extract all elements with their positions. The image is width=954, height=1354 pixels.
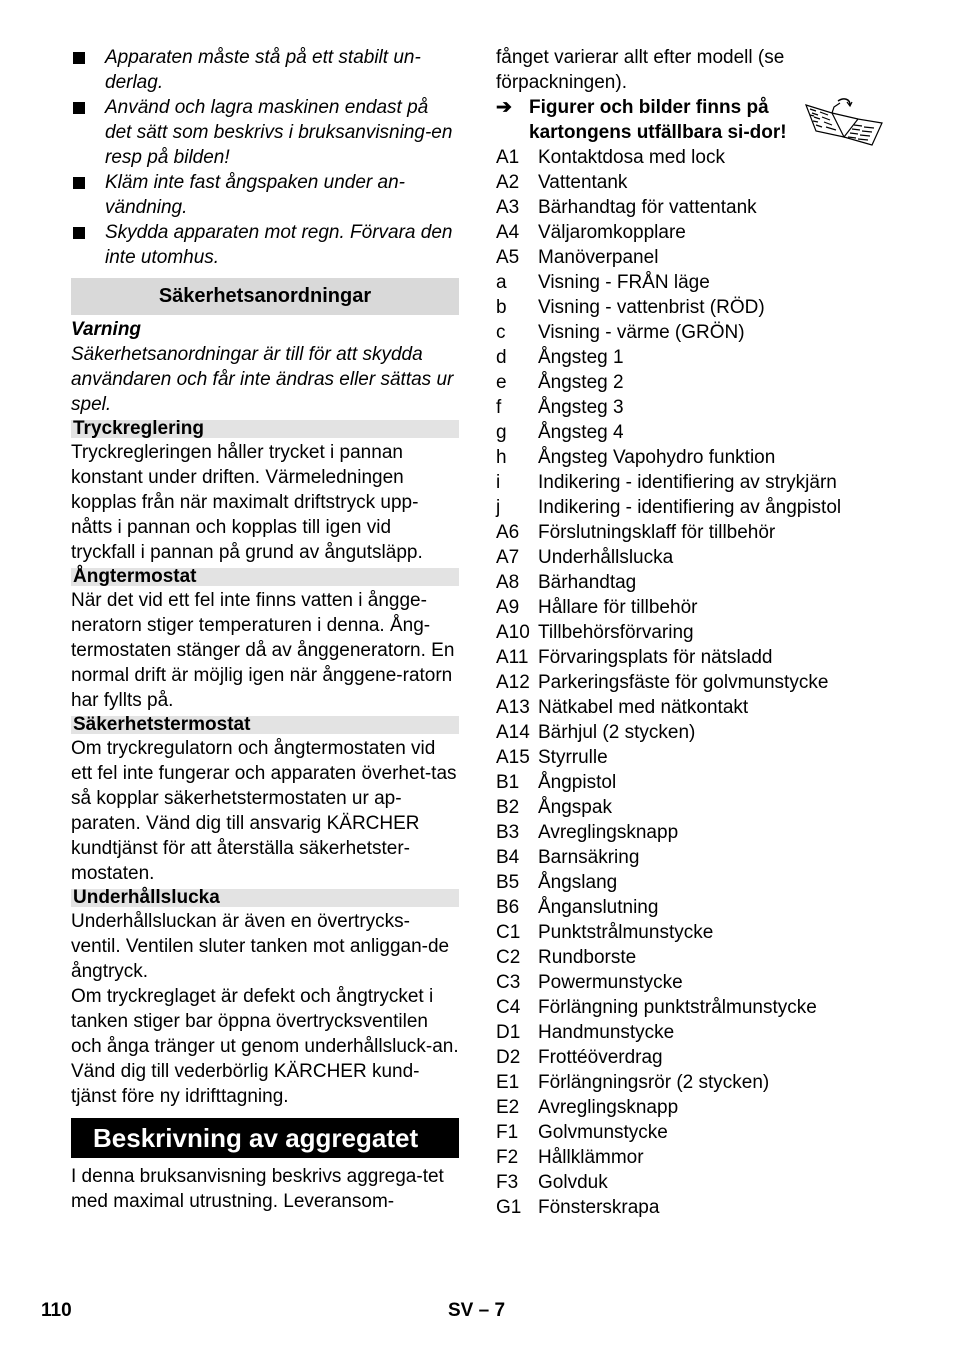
list-item [496, 945, 886, 970]
list-item [496, 620, 886, 645]
bullet-item: Skydda apparaten mot regn. Förvara den inte utomhus. [71, 220, 459, 270]
item-key: h [496, 447, 507, 468]
item-key: A11 [496, 647, 529, 668]
item-key: B6 [496, 897, 520, 918]
list-item [496, 320, 886, 345]
list-item [496, 1120, 886, 1145]
item-key: i [496, 472, 501, 493]
item-label: Indikering - identifiering av ångpistol [538, 497, 842, 518]
item-key: f [496, 397, 502, 418]
list-item [496, 970, 886, 995]
list-item [496, 670, 886, 695]
item-label: Rundborste [538, 947, 637, 968]
item-key: C4 [496, 997, 521, 1018]
arrow-icon: ➔ [496, 97, 512, 118]
item-label: Avreglingsknapp [538, 822, 679, 843]
item-key: A13 [496, 697, 530, 718]
item-label: Fönsterskrapa [538, 1197, 660, 1218]
item-label: Förvaringsplats för nätsladd [538, 647, 773, 668]
list-item [496, 720, 886, 745]
square-bullet-icon [73, 177, 85, 189]
item-label: Ångpistol [538, 772, 617, 793]
item-key: A15 [496, 747, 530, 768]
item-key: b [496, 297, 507, 318]
paragraph-steam-thermostat: När det vid ett fel inte finns vatten i ångge-neratorn stiger temperaturen i denna. Ång-termostaten stänger då av ånggeneratorn. En normal drift är möjlig igen när ånggene-ratorn har fyllts på. [71, 590, 455, 711]
list-item [496, 220, 886, 245]
item-label: Nätkabel med nätkontakt [538, 697, 749, 718]
item-key: A12 [496, 672, 530, 693]
bullet-item: Använd och lagra maskinen endast på det sätt som beskrivs i bruksanvisning-en resp på bilden! [71, 95, 459, 170]
list-item [496, 845, 886, 870]
item-label: Förlängning punktstrålmunstycke [538, 997, 817, 1018]
item-label: Vattentank [538, 172, 628, 193]
item-key: g [496, 422, 507, 443]
book-icon [804, 97, 884, 149]
item-label: Hållklämmor [538, 1147, 644, 1168]
figure-reference-note [496, 95, 886, 145]
list-item [496, 345, 886, 370]
item-label: Frottéöverdrag [538, 1047, 663, 1068]
item-label: Barnsäkring [538, 847, 640, 868]
list-item [496, 820, 886, 845]
bullet-item: Kläm inte fast ångspaken under an-vändning. [71, 170, 459, 220]
item-key: e [496, 372, 507, 393]
item-label: Visning - FRÅN läge [538, 272, 710, 293]
subheading-pressure-regulation: Tryckreglering [71, 420, 459, 438]
list-item [496, 1070, 886, 1095]
paragraph-scope-of-delivery: fånget varierar allt efter modell (se förpackningen). [496, 47, 785, 93]
list-item [496, 1095, 886, 1120]
item-key: C2 [496, 947, 521, 968]
right-column [496, 45, 886, 1220]
item-key: A4 [496, 222, 520, 243]
item-label: Förslutningsklaff för tillbehör [538, 522, 776, 543]
item-label: Underhållslucka [538, 547, 674, 568]
paragraph-unit-description: I denna bruksanvisning beskrivs aggrega-tet med maximal utrustning. Leveransom- [71, 1166, 444, 1212]
item-label: Förlängningsrör (2 stycken) [538, 1072, 770, 1093]
list-item [496, 1045, 886, 1070]
item-key: A1 [496, 147, 520, 168]
item-label: Powermunstycke [538, 972, 683, 993]
item-label: Ångsteg 4 [538, 422, 624, 443]
list-item [496, 1020, 886, 1045]
item-key: F3 [496, 1172, 519, 1193]
item-key: B1 [496, 772, 520, 793]
item-label: Ångslang [538, 872, 618, 893]
list-item [496, 770, 886, 795]
paragraph-maintenance-hatch-1: Underhållsluckan är även en övertrycks-ventil. Ventilen sluter tanken mot anliggan-de ångtryck. [71, 911, 450, 982]
list-item [496, 370, 886, 395]
item-key: A5 [496, 247, 520, 268]
list-item [496, 1170, 886, 1195]
list-item [496, 1145, 886, 1170]
item-key: D2 [496, 1047, 521, 1068]
item-label: Bärhjul (2 stycken) [538, 722, 696, 743]
item-key: A8 [496, 572, 520, 593]
section-heading-unit-description: Beskrivning av aggregatet [71, 1118, 459, 1158]
list-item [496, 995, 886, 1020]
item-key: C1 [496, 922, 521, 943]
item-label: Ångsteg 1 [538, 347, 624, 368]
item-key: A10 [496, 622, 530, 643]
left-column [71, 45, 459, 1214]
list-item [496, 570, 886, 595]
section-label: SV – 7 [448, 1300, 506, 1321]
list-item [496, 470, 886, 495]
list-item [496, 895, 886, 920]
item-label: Bärhandtag för vattentank [538, 197, 757, 218]
item-key: G1 [496, 1197, 522, 1218]
paragraph-safety-thermostat: Om tryckregulatorn och ångtermostaten vid ett fel inte fungerar och apparaten överhet-tas så kopplar säkerhetstermostaten ur ap-paraten. Vänd dig till ansvarig KÄRCHER kundtjänst för att återställa säkerhetster-mostaten. [71, 738, 457, 884]
list-item [496, 270, 886, 295]
list-item [496, 170, 886, 195]
item-key: B5 [496, 872, 520, 893]
item-key: C3 [496, 972, 521, 993]
item-label: Avreglingsknapp [538, 1097, 679, 1118]
item-key: A14 [496, 722, 530, 743]
list-item [496, 920, 886, 945]
item-label: Visning - vattenbrist (RÖD) [538, 297, 765, 318]
page-number: 110 [41, 1300, 72, 1321]
list-item [496, 395, 886, 420]
subheading-safety-thermostat: Säkerhetstermostat [71, 716, 459, 734]
list-item [496, 870, 886, 895]
list-item [496, 295, 886, 320]
list-item [496, 595, 886, 620]
item-key: a [496, 272, 507, 293]
parts-list [496, 145, 886, 1220]
item-label: Tillbehörsförvaring [538, 622, 694, 643]
item-label: Manöverpanel [538, 247, 659, 268]
list-item [496, 645, 886, 670]
list-item [496, 245, 886, 270]
paragraph-maintenance-hatch-2: Om tryckreglaget är defekt och ångtrycket i tanken stiger bar öppna övertrycksventilen och ånga tränger ut genom underhållsluck-an. [71, 986, 459, 1057]
item-key: F1 [496, 1122, 519, 1143]
square-bullet-icon [73, 102, 85, 114]
warning-heading: Varning [71, 319, 142, 340]
list-item [496, 445, 886, 470]
item-label: Parkeringsfäste för golvmunstycke [538, 672, 829, 693]
item-label: Hållare för tillbehör [538, 597, 698, 618]
item-key: B2 [496, 797, 520, 818]
item-key: A2 [496, 172, 520, 193]
list-item [496, 745, 886, 770]
item-label: Indikering - identifiering av strykjärn [538, 472, 837, 493]
item-label: Visning - värme (GRÖN) [538, 322, 745, 343]
list-item [496, 195, 886, 220]
item-label: Ångspak [538, 797, 612, 818]
paragraph-maintenance-hatch-3: Vänd dig till vederbörlig KÄRCHER kund-tjänst före ny idrifttagning. [71, 1061, 420, 1107]
item-label: Kontaktdosa med lock [538, 147, 725, 168]
bullet-item: Apparaten måste stå på ett stabilt un-derlag. [71, 45, 459, 95]
item-key: A6 [496, 522, 520, 543]
subheading-steam-thermostat: Ångtermostat [71, 568, 459, 586]
item-key: B3 [496, 822, 520, 843]
item-label: Väljaromkopplare [538, 222, 686, 243]
item-key: j [496, 497, 501, 518]
warning-text: Säkerhetsanordningar är till för att skydda användaren och får inte ändras eller sättas ur spel. [71, 344, 454, 415]
item-label: Ångsteg 3 [538, 397, 624, 418]
list-item [496, 495, 886, 520]
item-label: Handmunstycke [538, 1022, 675, 1043]
item-key: A3 [496, 197, 520, 218]
item-label: Ångsteg Vapohydro funktion [538, 447, 776, 468]
list-item [496, 545, 886, 570]
item-key: c [496, 322, 506, 343]
item-key: F2 [496, 1147, 519, 1168]
list-item [496, 420, 886, 445]
item-label: Golvduk [538, 1172, 608, 1193]
item-label: Punktstrålmunstycke [538, 922, 714, 943]
item-label: Ånganslutning [538, 897, 659, 918]
item-key: B4 [496, 847, 520, 868]
item-label: Golvmunstycke [538, 1122, 668, 1143]
item-key: A9 [496, 597, 520, 618]
item-key: E1 [496, 1072, 520, 1093]
list-item [496, 520, 886, 545]
subheading-maintenance-hatch: Underhållslucka [71, 889, 459, 907]
item-key: d [496, 347, 507, 368]
paragraph-pressure-regulation: Tryckregleringen håller trycket i pannan konstant under driften. Värmeledningen kopplas från när maximalt driftstryck upp-nåtts i pannan och kopplas till igen vid tryckfall i pannan på grund av ångutsläpp. [71, 442, 423, 563]
section-heading-safety-devices: Säkerhetsanordningar [71, 278, 459, 315]
item-label: Styrrulle [538, 747, 608, 768]
figure-reference-text: Figurer och bilder finns på kartongens utfällbara si-dor! [529, 97, 787, 143]
square-bullet-icon [73, 227, 85, 239]
item-key: E2 [496, 1097, 520, 1118]
list-item [496, 795, 886, 820]
item-label: Ångsteg 2 [538, 372, 624, 393]
list-item [496, 695, 886, 720]
item-key: D1 [496, 1022, 521, 1043]
square-bullet-icon [73, 52, 85, 64]
item-key: A7 [496, 547, 520, 568]
list-item [496, 1195, 886, 1220]
item-label: Bärhandtag [538, 572, 637, 593]
